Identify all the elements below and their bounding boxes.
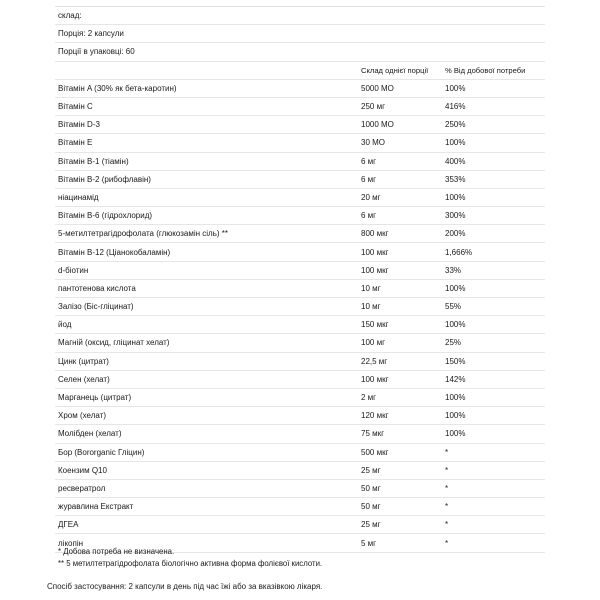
table-row — [55, 80, 545, 98]
nutrient-dv: * — [445, 483, 449, 493]
nutrient-name: лікопін — [58, 538, 84, 548]
nutrient-dv: * — [445, 502, 449, 512]
nutrient-amount: 500 мкг — [361, 447, 389, 457]
nutrient-dv: 100% — [445, 429, 466, 439]
nutrient-dv: 100% — [445, 320, 466, 330]
nutrient-amount: 10 мг — [361, 283, 381, 293]
nutrient-name: Вітамін A (30% як бета-каротин) — [58, 83, 177, 93]
nutrient-amount: 250 мг — [361, 102, 385, 112]
table-row — [55, 280, 545, 298]
nutrient-name: журавлина Екстракт — [58, 502, 134, 512]
table-row — [55, 189, 545, 207]
nutrient-amount: 6 мг — [361, 211, 377, 221]
header-amount: Склад однієї порції — [361, 65, 429, 75]
nutrient-name: Залізо (Біс-гліцинат) — [58, 302, 134, 312]
nutrient-name: Вітамін D-3 — [58, 120, 100, 130]
nutrient-dv: 1,666% — [445, 247, 473, 257]
table-row — [55, 207, 545, 225]
table-row — [55, 462, 545, 480]
nutrient-amount: 1000 МО — [361, 120, 394, 130]
nutrient-dv: * — [445, 465, 449, 475]
table-header — [55, 62, 545, 80]
nutrient-dv: 100% — [445, 411, 466, 421]
table-row — [55, 243, 545, 261]
nutrient-dv: 200% — [445, 229, 466, 239]
supplement-facts — [55, 0, 545, 553]
nutrient-amount: 30 МО — [361, 138, 386, 148]
composition-label: склад: — [55, 7, 545, 25]
nutrient-dv: 250% — [445, 120, 466, 130]
usage-instructions: Спосіб застосування: 2 капсули в день під час їжі або за вказівкою лікаря. — [47, 582, 323, 591]
nutrient-dv: 300% — [445, 211, 466, 221]
nutrient-dv: 353% — [445, 174, 466, 184]
nutrient-name: d-біотин — [58, 265, 89, 275]
nutrient-amount: 120 мкг — [361, 411, 389, 421]
nutrient-dv: 100% — [445, 283, 466, 293]
nutrient-name: Коензим Q10 — [58, 465, 107, 475]
table-row — [55, 516, 545, 534]
nutrient-name: Цинк (цитрат) — [58, 356, 109, 366]
nutrient-name: Хром (хелат) — [58, 411, 106, 421]
table-row — [55, 407, 545, 425]
table-row — [55, 371, 545, 389]
footnotes — [58, 546, 322, 569]
nutrient-amount: 100 мкг — [361, 374, 389, 384]
nutrient-amount: 25 мг — [361, 465, 381, 475]
table-row — [55, 334, 545, 352]
nutrient-amount: 25 мг — [361, 520, 381, 530]
table-row — [55, 134, 545, 152]
nutrient-name: Магній (оксид, гліцинат хелат) — [58, 338, 170, 348]
table-row — [55, 298, 545, 316]
nutrient-amount: 800 мкг — [361, 229, 389, 239]
nutrient-name: пантотенова кислота — [58, 283, 136, 293]
nutrient-amount: 50 мг — [361, 483, 381, 493]
nutrient-amount: 100 мкг — [361, 265, 389, 275]
nutrient-dv: 100% — [445, 138, 466, 148]
table-row — [55, 262, 545, 280]
nutrient-dv: 25% — [445, 338, 462, 348]
nutrient-amount: 150 мкг — [361, 320, 389, 330]
nutrient-name: Вітамін B-6 (гідрохлорид) — [58, 211, 153, 221]
nutrient-name: 5-метилтетрагідрофолата (глюкозамін сіль) ** — [58, 229, 229, 239]
table-row — [55, 316, 545, 334]
nutrient-name: Вітамін C — [58, 102, 93, 112]
table-row — [55, 116, 545, 134]
header-dv: % Від добової потреби — [445, 65, 526, 75]
nutrient-amount: 100 мкг — [361, 247, 389, 257]
table-row — [55, 425, 545, 443]
nutrient-amount: 50 мг — [361, 502, 381, 512]
nutrient-amount: 6 мг — [361, 156, 377, 166]
nutrient-dv: 142% — [445, 374, 466, 384]
nutrient-dv: * — [445, 520, 449, 530]
nutrient-dv: 400% — [445, 156, 466, 166]
nutrient-dv: 33% — [445, 265, 462, 275]
table-row — [55, 98, 545, 116]
nutrient-name: Вітамін B-1 (тіамін) — [58, 156, 129, 166]
nutrient-dv: 100% — [445, 83, 466, 93]
table-row — [55, 444, 545, 462]
nutrient-dv: 150% — [445, 356, 466, 366]
nutrient-amount: 2 мг — [361, 393, 377, 403]
nutrient-name: ніацинамід — [58, 192, 99, 202]
nutrient-name: Селен (хелат) — [58, 374, 110, 384]
nutrient-amount: 10 мг — [361, 302, 381, 312]
nutrient-amount: 20 мг — [361, 192, 381, 202]
table-row — [55, 498, 545, 516]
nutrient-name: Молібден (хелат) — [58, 429, 122, 439]
nutrient-amount: 75 мкг — [361, 429, 385, 439]
nutrient-dv: 416% — [445, 102, 466, 112]
servings-per-container: Порції в упаковці: 60 — [55, 43, 545, 61]
top-rule — [55, 0, 545, 7]
nutrient-name: Марганець (цитрат) — [58, 393, 132, 403]
nutrient-dv: 55% — [445, 302, 462, 312]
nutrient-dv: 100% — [445, 393, 466, 403]
nutrient-name: ресвератрол — [58, 483, 106, 493]
nutrient-amount: 5 мг — [361, 538, 377, 548]
nutrient-dv: 100% — [445, 192, 466, 202]
nutrient-dv: * — [445, 447, 449, 457]
nutrient-name: Вітамін B-2 (рибофлавін) — [58, 174, 151, 184]
footnote-undefined: * Добова потреба не визначена. — [58, 547, 175, 556]
nutrient-amount: 6 мг — [361, 174, 377, 184]
nutrient-amount: 100 мг — [361, 338, 385, 348]
table-row — [55, 353, 545, 371]
nutrient-name: ДГЕА — [58, 520, 79, 530]
nutrient-dv: * — [445, 538, 449, 548]
nutrient-name: Бор (Bororganic Гліцин) — [58, 447, 145, 457]
table-row — [55, 225, 545, 243]
nutrient-rows — [55, 80, 545, 553]
table-row — [55, 171, 545, 189]
nutrient-name: йод — [58, 320, 72, 330]
nutrient-name: Вітамін E — [58, 138, 93, 148]
nutrient-name: Вітамін B-12 (Ціанокобаламін) — [58, 247, 171, 257]
nutrient-amount: 5000 МО — [361, 83, 394, 93]
table-row — [55, 389, 545, 407]
footnote-folate: ** 5 метилтетрагідрофолата біологічно активна форма фолієвої кислоти. — [58, 558, 323, 568]
nutrient-amount: 22,5 мг — [361, 356, 388, 366]
table-row — [55, 480, 545, 498]
table-row — [55, 153, 545, 171]
serving-size: Порція: 2 капсули — [55, 25, 545, 43]
